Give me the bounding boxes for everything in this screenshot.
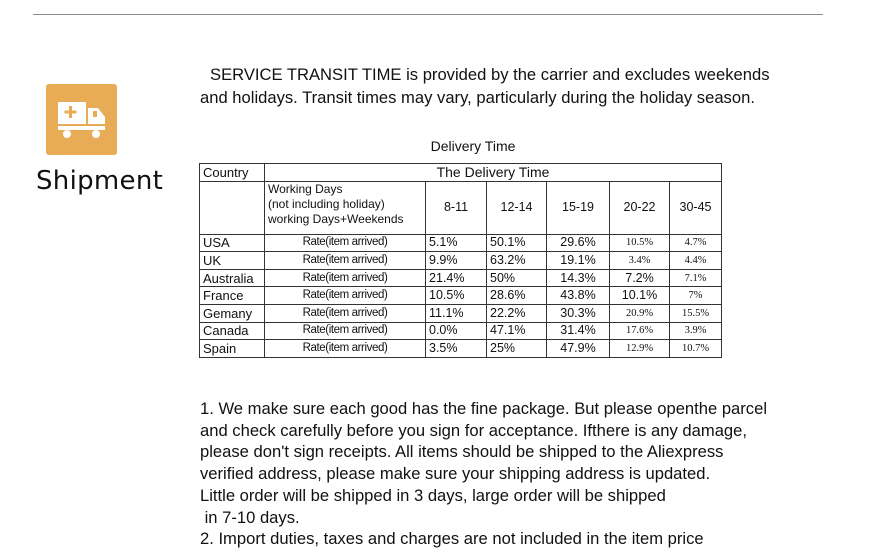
- section-title: Shipment: [36, 166, 164, 196]
- intro-line: and holidays. Transit times may vary, particularly during the holiday season.: [200, 87, 755, 107]
- value-cell: 11.1%: [426, 304, 487, 322]
- shipping-notes: [200, 398, 860, 550]
- value-cell: 50%: [487, 269, 547, 287]
- country-cell: UK: [200, 252, 265, 270]
- value-cell: 4.7%: [670, 234, 722, 252]
- value-cell: 30.3%: [547, 304, 610, 322]
- note-line: and check carefully before you sign for acceptance. Ifthere is any damage,: [200, 420, 747, 440]
- country-cell: Canada: [200, 322, 265, 340]
- value-cell: 17.6%: [610, 322, 670, 340]
- value-cell: 10.7%: [670, 340, 722, 358]
- delivery-truck-icon: [56, 98, 108, 140]
- range-header: 20-22: [610, 181, 670, 234]
- country-cell: Spain: [200, 340, 265, 358]
- working-days-header: [265, 181, 426, 234]
- value-cell: 25%: [487, 340, 547, 358]
- note-line: 2. Import duties, taxes and charges are not included in the item price: [200, 529, 704, 549]
- value-cell: 63.2%: [487, 252, 547, 270]
- value-cell: 10.1%: [610, 287, 670, 305]
- value-cell: 29.6%: [547, 234, 610, 252]
- table-row: [200, 252, 722, 270]
- shipment-icon-tile: [46, 84, 117, 155]
- range-header: 30-45: [670, 181, 722, 234]
- value-cell: 21.4%: [426, 269, 487, 287]
- rate-label-cell: Rate(item arrived): [265, 234, 426, 252]
- country-header: Country: [200, 164, 265, 182]
- rate-label-cell: Rate(item arrived): [265, 287, 426, 305]
- value-cell: 31.4%: [547, 322, 610, 340]
- value-cell: 12.9%: [610, 340, 670, 358]
- value-cell: 14.3%: [547, 269, 610, 287]
- note-line: please don't sign receipts. All items should be shipped to the Aliexpress: [200, 442, 724, 462]
- table-row: [200, 287, 722, 305]
- note-line: 1. We make sure each good has the fine package. But please openthe parcel: [200, 399, 768, 418]
- value-cell: 28.6%: [487, 287, 547, 305]
- country-cell: Gemany: [200, 304, 265, 322]
- table-row: [200, 304, 722, 322]
- value-cell: 3.5%: [426, 340, 487, 358]
- value-cell: 43.8%: [547, 287, 610, 305]
- value-cell: 22.2%: [487, 304, 547, 322]
- delivery-time-table: [199, 163, 722, 358]
- value-cell: 47.9%: [547, 340, 610, 358]
- note-line: in 7-10 days.: [200, 507, 300, 527]
- value-cell: 7.1%: [670, 269, 722, 287]
- country-cell: France: [200, 287, 265, 305]
- empty-cell: [200, 181, 265, 234]
- range-header: 12-14: [487, 181, 547, 234]
- working-days-line: (not including holiday): [268, 196, 385, 211]
- country-cell: USA: [200, 234, 265, 252]
- rate-label-cell: Rate(item arrived): [265, 322, 426, 340]
- value-cell: 47.1%: [487, 322, 547, 340]
- intro-line: SERVICE TRANSIT TIME is provided by the carrier and excludes weekends: [210, 65, 770, 84]
- note-line: Little order will be shipped in 3 days, large order will be shipped: [200, 485, 666, 505]
- value-cell: 3.9%: [670, 322, 722, 340]
- table-caption: Delivery Time: [430, 138, 516, 154]
- value-cell: 19.1%: [547, 252, 610, 270]
- value-cell: 20.9%: [610, 304, 670, 322]
- table-row: [200, 322, 722, 340]
- value-cell: 9.9%: [426, 252, 487, 270]
- table-row: [200, 340, 722, 358]
- working-days-line: working Days+Weekends: [268, 211, 404, 226]
- value-cell: 50.1%: [487, 234, 547, 252]
- value-cell: 10.5%: [426, 287, 487, 305]
- value-cell: 7.2%: [610, 269, 670, 287]
- range-header: 8-11: [426, 181, 487, 234]
- rate-label-cell: Rate(item arrived): [265, 304, 426, 322]
- note-line: verified address, please make sure your shipping address is updated.: [200, 464, 711, 484]
- country-cell: Australia: [200, 269, 265, 287]
- table-row: [200, 234, 722, 252]
- value-cell: 7%: [670, 287, 722, 305]
- value-cell: 3.4%: [610, 252, 670, 270]
- table-header-row: [200, 164, 722, 182]
- value-cell: 10.5%: [610, 234, 670, 252]
- value-cell: 4.4%: [670, 252, 722, 270]
- range-header: 15-19: [547, 181, 610, 234]
- rate-label-cell: Rate(item arrived): [265, 252, 426, 270]
- top-divider: [33, 14, 823, 15]
- working-days-line: Working Days: [268, 181, 343, 196]
- table-row: [200, 269, 722, 287]
- value-cell: 15.5%: [670, 304, 722, 322]
- table-subheader-row: [200, 181, 722, 234]
- value-cell: 5.1%: [426, 234, 487, 252]
- delivery-time-header: The Delivery Time: [265, 164, 722, 182]
- rate-label-cell: Rate(item arrived): [265, 340, 426, 358]
- rate-label-cell: Rate(item arrived): [265, 269, 426, 287]
- transit-notice: [200, 64, 840, 109]
- value-cell: 0.0%: [426, 322, 487, 340]
